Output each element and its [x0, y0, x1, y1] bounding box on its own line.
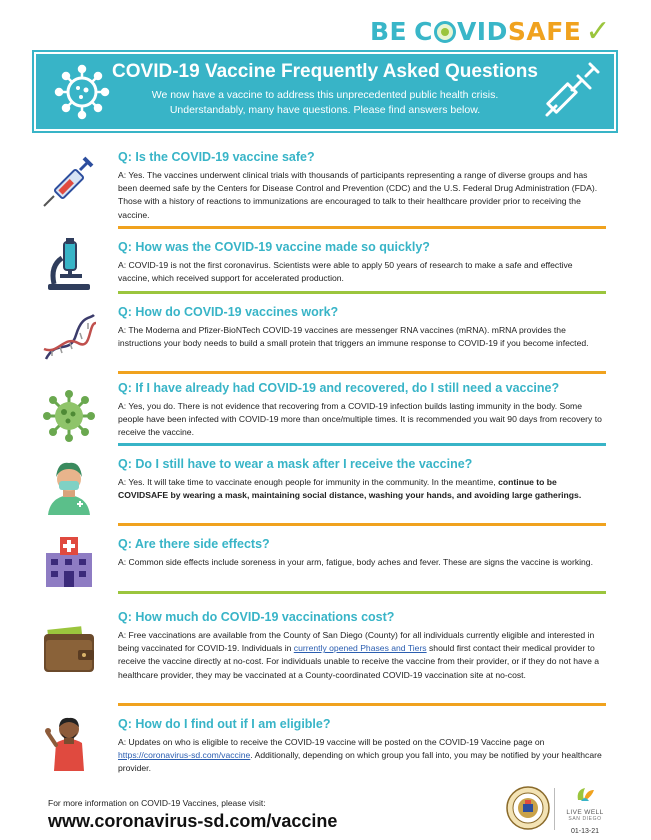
faq-item-side-effects — [36, 537, 606, 597]
faq-answer-text: A: Yes. It will take time to vaccinate enough people for immunity in the community. In the meantime, — [118, 477, 496, 487]
divider — [118, 226, 606, 229]
faq-item-cost — [36, 610, 606, 710]
faq-answer: A: Yes, you do. There is not evidence that recovering from a COVID-19 infection builds lasting immunity in the body. Some people have been infected with COVID-19 more than once/multiple times. It is recommended you wait 90 days from recovery to receive the vaccine. — [118, 401, 602, 438]
person-icon — [40, 713, 98, 771]
faq-answer-text: A: Updates on who is eligible to receive the COVID-19 vaccine will be posted on the COVID-19 Vaccine page on — [118, 737, 545, 747]
divider — [118, 443, 606, 446]
document-date: 01-13-21 — [571, 828, 600, 835]
divider — [118, 371, 606, 374]
divider — [118, 291, 606, 294]
faq-answer: A: Common side effects include soreness in your arm, fatigue, body aches and fever. These are signs the vaccine is working. — [118, 557, 593, 567]
phases-tiers-link[interactable]: currently opened Phases and Tiers — [293, 643, 427, 654]
virus-icon — [40, 387, 98, 445]
faq-answer — [118, 736, 606, 776]
be-covidsafe-logo — [370, 14, 611, 49]
faq-question: Q: Are there side effects? — [118, 537, 270, 551]
faq-question: Q: If I have already had COVID-19 and recovered, do I still need a vaccine? — [118, 381, 560, 395]
footer-info-text: For more information on COVID-19 Vaccines, please visit: — [48, 798, 266, 808]
syringe-icon — [40, 152, 98, 210]
live-well-text: LIVE WELL — [566, 809, 604, 816]
faq-answer-text: . Additionally, depending on which group you fall into, you may be notified by your healthcare provider. — [118, 750, 602, 774]
faq-item-eligible — [36, 717, 606, 787]
logo-vid: VID — [456, 17, 508, 46]
faq-answer-text: A: Free vaccinations are available from the County of San Diego (County) for all individuals currently eligible and interested in being vaccinated for COVID-19. Individuals in — [118, 630, 595, 654]
header-banner — [36, 54, 614, 129]
logo-co: C — [414, 17, 433, 46]
faq-answer — [118, 629, 606, 682]
microscope-icon — [40, 236, 98, 294]
banner-subtitle-line-1: We now have a vaccine to address this unprecedented public health crisis. — [151, 89, 499, 101]
faq-question: Q: Is the COVID-19 vaccine safe? — [118, 150, 315, 164]
faq-item-made-quickly — [36, 240, 606, 296]
footer-url-link[interactable]: www.coronavirus-sd.com/vaccine — [48, 811, 338, 831]
checkmark-icon: ✓ — [585, 14, 611, 49]
hospital-icon — [40, 533, 98, 591]
faq-answer-text: should first contact their medical provider to receive the vaccine directly at no-cost. For individuals unable to receive the vaccine from their provider, or if they do not have a healthcare provider, they may be vaccinated at a County-coordinated COVID-19 vaccination site at no-cost. — [118, 643, 600, 680]
logo-virus-icon — [434, 21, 456, 43]
san-diego-text: SAN DIEGO — [568, 816, 602, 822]
county-seal-icon — [506, 786, 550, 830]
footer-divider — [554, 788, 555, 830]
nurse-icon — [40, 457, 98, 515]
faq-item-wear-mask — [36, 457, 606, 537]
faq-question: Q: How do I find out if I am eligible? — [118, 717, 331, 731]
faq-question: Q: How was the COVID-19 vaccine made so quickly? — [118, 240, 430, 254]
divider — [118, 523, 606, 526]
live-well-logo — [560, 786, 610, 822]
logo-safe: SAFE — [507, 17, 582, 46]
dna-icon — [40, 309, 98, 367]
banner-subtitle-line-2: Understandably, many have questions. Please find answers below. — [169, 104, 481, 116]
faq-answer: A: COVID-19 is not the first coronavirus. Scientists were able to apply 50 years of research to make a safe and effective vaccine, which received support for accelerated production. — [118, 260, 573, 284]
faq-answer-bold: continue to be COVIDSAFE by wearing a mask, maintaining social distance, washing your hands, and avoiding large gatherings. — [118, 477, 582, 501]
divider — [118, 591, 606, 594]
wallet-icon — [40, 622, 98, 680]
faq-answer: A: The Moderna and Pfizer-BioNTech COVID-19 vaccines are messenger RNA vaccines (mRNA). mRNA provides the instructions your body needs to build a small protein that triggers an immune response to COVID-19 if you become infected. — [118, 325, 589, 349]
faq-item-vaccine-safe — [36, 150, 606, 230]
syringe-icon — [542, 62, 600, 120]
page-title: COVID-19 Vaccine Frequently Asked Questions — [112, 61, 538, 82]
banner-subtitle — [126, 88, 524, 118]
faq-question: Q: How do COVID-19 vaccines work? — [118, 305, 339, 319]
divider — [118, 703, 606, 706]
faq-item-how-vaccines-work — [36, 305, 606, 375]
vaccine-page-link[interactable]: https://coronavirus-sd.com/vaccine — [118, 750, 251, 761]
faq-question: Q: Do I still have to wear a mask after I receive the vaccine? — [118, 457, 473, 471]
live-well-leaf-icon — [574, 786, 596, 802]
faq-answer — [118, 476, 606, 502]
logo-be: BE — [369, 17, 408, 46]
faq-question: Q: How much do COVID-19 vaccinations cost? — [118, 610, 395, 624]
faq-answer: A: Yes. The vaccines underwent clinical trials with thousands of participants representing a range of diverse groups and has been deemed safe by the Centers for Disease Control and Prevention (CDC) and the U.S. Federal Drug Administration (FDA). Those with a history of reactions to immunizations are encouraged to talk to their healthcare provider prior to receiving the vaccine. — [118, 170, 598, 220]
faq-item-already-had-covid — [36, 381, 606, 461]
